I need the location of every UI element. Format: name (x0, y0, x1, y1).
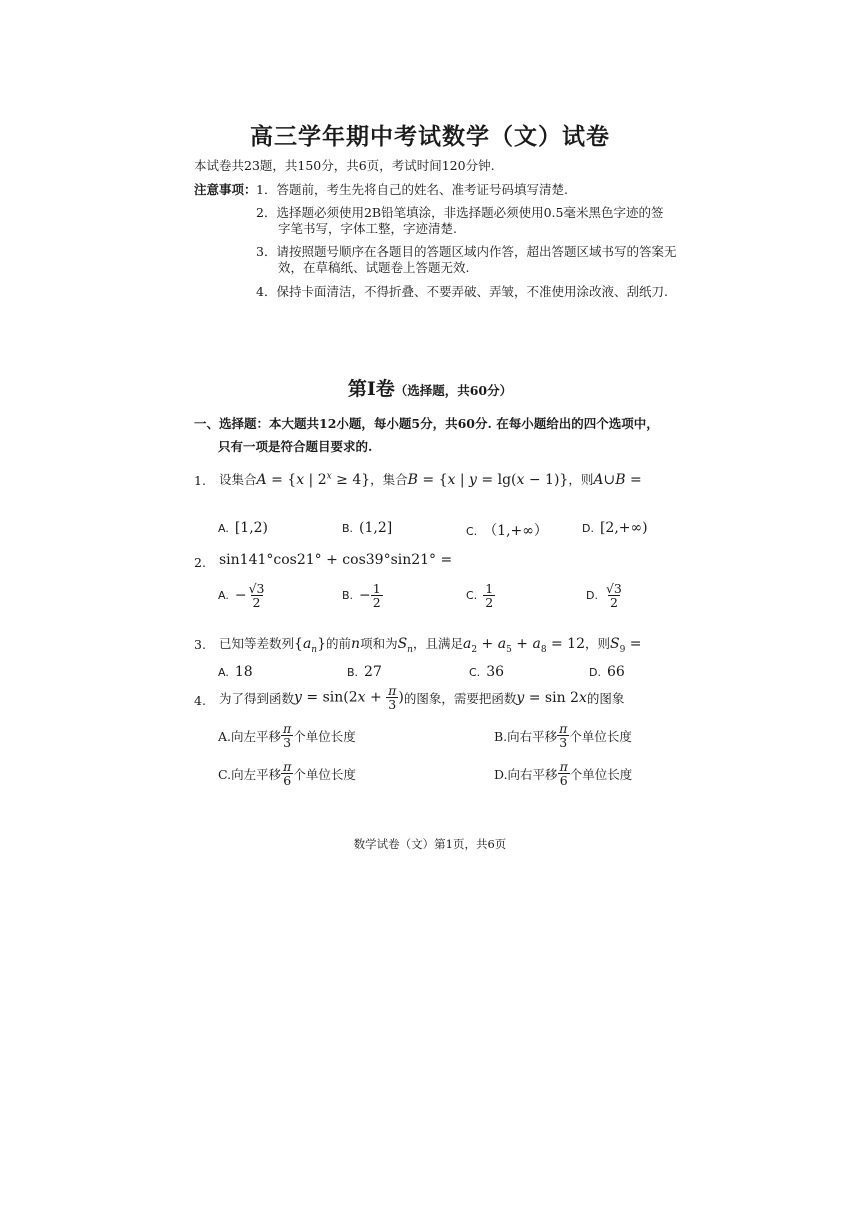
q3-text-d: ，且满足 (412, 636, 463, 651)
q4-option-c-suffix: 个单位长度 (293, 766, 356, 782)
q4-option-b-text: B.向右平移 (494, 728, 558, 744)
q3-option-a-label: A. (218, 666, 229, 679)
exam-title: 高三学年期中考试数学（文）试卷 (250, 123, 610, 150)
q3-condition: $a_2 + a_5 + a_8 = 12$ (462, 636, 585, 655)
q2-expression: sin141°cos21° + cos39°sin21° = (219, 552, 453, 568)
q3-sn: $S_n$ (397, 636, 413, 655)
note-3: 3．请按照题号顺序在各题目的答题区域内作答，超出答题区域书写的答案无 (256, 244, 677, 259)
q2-option-b-value: − $\frac{1}{2}$ (359, 581, 381, 611)
q3-option-c (469, 664, 504, 680)
q1-option-c (466, 520, 548, 540)
q4-target-function: y = sin(2x + $\frac{\pi}{3}$ ) (294, 683, 404, 713)
q4-stem (219, 684, 624, 711)
section-title: 第Ⅰ卷 (347, 378, 395, 400)
q3-option-c-label: C. (469, 666, 481, 679)
q1-option-b (342, 520, 392, 536)
part1-instruction-line2: 只有一项是符合题目要求的. (218, 439, 373, 454)
q4-text-a: 为了得到函数 (219, 690, 295, 706)
q1-option-d-label: D. (582, 522, 594, 535)
q4-option-a-frac: $\frac{\pi}{3}$ (283, 721, 292, 751)
note-4: 4．保持卡面清洁，不得折叠、不要弄破、弄皱，不准使用涂改液、刮纸刀. (256, 284, 668, 299)
q3-n: n (351, 636, 361, 652)
q4-option-c-text: C.向左平移 (218, 766, 282, 782)
q2-option-d-value: $\frac{√3}{2}$ (605, 581, 622, 611)
q4-source-function: y = sin 2x (516, 689, 587, 706)
q2-option-c (466, 582, 495, 609)
exam-intro: 本试卷共23题，共150分，共6页，考试时间120分钟. (194, 158, 495, 173)
q3-option-a (218, 664, 253, 680)
q1-text-c: ，则 (568, 472, 594, 487)
q3-number: 3. (194, 637, 206, 652)
q4-text-c: 的图象 (586, 690, 625, 706)
q3-option-d-label: D. (589, 666, 601, 679)
q4-text-b: 的图象，需要把函数 (403, 690, 517, 706)
q3-text-e: ，则 (585, 636, 611, 651)
q2-option-a-value: − $\frac{√3}{2}$ (234, 581, 265, 611)
q1-set-b: B = {x | y = lg(x − 1)} (407, 472, 569, 488)
q1-option-b-value: (1,2] (359, 520, 393, 536)
q2-option-d-label: D. (586, 589, 598, 603)
q3-option-b-value: 27 (364, 664, 382, 680)
note-1: 1．答题前，考生先将自己的姓名、准考证号码填写清楚. (256, 182, 568, 197)
q1-expr: A∪B = (593, 472, 642, 488)
q3-s9: $S_9$ = (610, 636, 642, 655)
q4-option-b (494, 722, 632, 749)
page-footer: 数学试卷（文）第1页，共6页 (353, 837, 507, 851)
q3-option-b-label: B. (347, 666, 359, 679)
q1-option-c-value: （1,+∞） (483, 523, 548, 539)
q1-option-d (582, 520, 648, 536)
q4-option-d-suffix: 个单位长度 (569, 766, 633, 782)
q2-number: 2. (194, 555, 206, 570)
q1-number: 1. (194, 473, 206, 488)
q3-option-a-value: 18 (234, 664, 253, 680)
q1-option-c-label: C. (466, 525, 478, 538)
q4-option-a (218, 722, 356, 749)
q2-option-c-label: C. (466, 589, 478, 603)
section-heading (0, 374, 860, 401)
q2-option-c-value: $\frac{1}{2}$ (485, 581, 494, 611)
section-subtitle: （选择题，共60分） (394, 383, 513, 398)
q1-text-a: 设集合 (219, 472, 257, 487)
q1-option-a-label: A. (218, 522, 229, 535)
q4-option-d-text: D.向右平移 (494, 766, 558, 782)
q4-option-d (494, 760, 632, 787)
q1-option-a (218, 520, 268, 536)
q3-sequence: $\{a_n\}$ (294, 636, 327, 655)
part1-instruction-line1: 一、选择题：本大题共12小题，每小题5分，共60分. 在每小题给出的四个选项中， (194, 416, 659, 431)
q4-option-d-frac: $\frac{\pi}{6}$ (559, 759, 568, 789)
q3-option-c-value: 36 (486, 664, 505, 680)
q1-option-a-value: [1,2) (234, 520, 269, 536)
q4-number: 4. (194, 693, 206, 708)
q3-option-b (347, 664, 382, 680)
q1-set-a: A = {x | $2^x \ge 4$} (256, 471, 371, 488)
notes-label: 注意事项： (194, 182, 257, 197)
note-2-cont: 字笔书写，字体工整，字迹清楚. (278, 221, 457, 236)
q4-option-b-suffix: 个单位长度 (569, 728, 632, 744)
q2-option-b (342, 582, 383, 609)
q1-text-b: ，集合 (370, 472, 408, 487)
q1-option-b-label: B. (342, 522, 354, 535)
note-3-cont: 效，在草稿纸、试题卷上答题无效. (278, 260, 470, 275)
q3-option-d-value: 66 (606, 664, 625, 680)
q2-option-a-label: A. (218, 589, 229, 603)
q1-stem (219, 470, 642, 488)
q2-option-d (586, 582, 624, 609)
q4-option-c (218, 760, 356, 787)
q3-text-c: 项和为 (360, 636, 398, 651)
q1-option-d-value: [2,+∞) (599, 520, 648, 536)
q3-text-a: 已知等差数列 (219, 636, 295, 651)
q4-option-a-text: A.向左平移 (218, 728, 282, 744)
q4-option-a-suffix: 个单位长度 (293, 728, 356, 744)
q3-stem (219, 634, 642, 655)
note-2: 2．选择题必须使用2B铅笔填涂，非选择题必须使用0.5毫米黑色字迹的签 (256, 205, 664, 220)
q3-text-b: 的前 (326, 636, 352, 651)
q3-option-d (589, 664, 625, 680)
q4-option-c-frac: $\frac{\pi}{6}$ (283, 759, 292, 789)
q2-option-b-label: B. (342, 589, 354, 603)
q2-option-a (218, 582, 266, 609)
q4-option-b-frac: $\frac{\pi}{3}$ (559, 721, 568, 751)
